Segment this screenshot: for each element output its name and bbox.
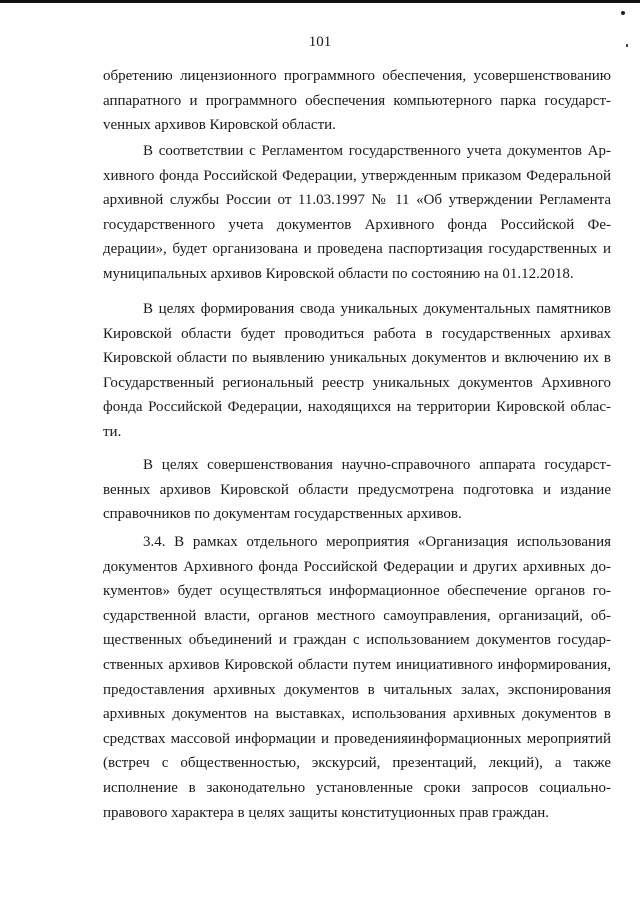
paragraph-unique-documents: В целях формирования свода уникальных документальных памятников Кировской области будет проводиться работа в государственных архивах Кировской области по выявлению уникальных документов и включению их в Государственный региональный реестр уникальных документов Архивного фонда Российской Федерации, находящихся на территории Кировской области. [103,301,611,440]
paragraph-continuation: обретению лицензионного программного обеспечения, усовершенствованию аппаратного и программного обеспечения компьютерного парка государстvенных архивов Кировской области. [103,68,611,134]
paragraph-registration: В соответствии с Регламентом государственного учета документов Архивного фонда Российской Федерации, утвержденным приказом Федеральной архивной службы России от 11.03.1997 № 11 «Об утверждении Регламента государственного учета документов Архивного фонда Российской Федерации», будет организована и проведена паспортизация государственных и муниципальных архивов Кировской области по состоянию на 01.12.2018. [103,143,611,282]
paragraph-section-3-4: 3.4. В рамках отдельного мероприятия «Организация использования документов Архивного фонда Российской Федерации и других архивных документов» будет осуществляться информационное обеспечение органов государственной власти, органов местного самоуправления, организаций, общественных объединений и граждан с использованием документов государственных архивов Кировской области путем инициативного информирования, предоставления архивных документов в читальных залах, экспонирования архивных документов на выставках, использования архивных документов в средствах массовой информации и проведенияинформационных мероприятий (встреч с общественностью, экскурсий, презентаций, лекций), а также исполнение в законодательно установленные сроки запросов социально-правового характера в целях защиты конституционных прав граждан. [103,534,611,821]
top-border-line [0,0,640,3]
scan-speck-mark [621,11,625,15]
page-number: 101 [308,34,332,50]
paragraph-reference-apparatus: В целях совершенствования научно-справочного аппарата государственных архивов Кировской области предусмотрена подготовка и издание справочников по документам государственных архивов. [103,457,611,523]
